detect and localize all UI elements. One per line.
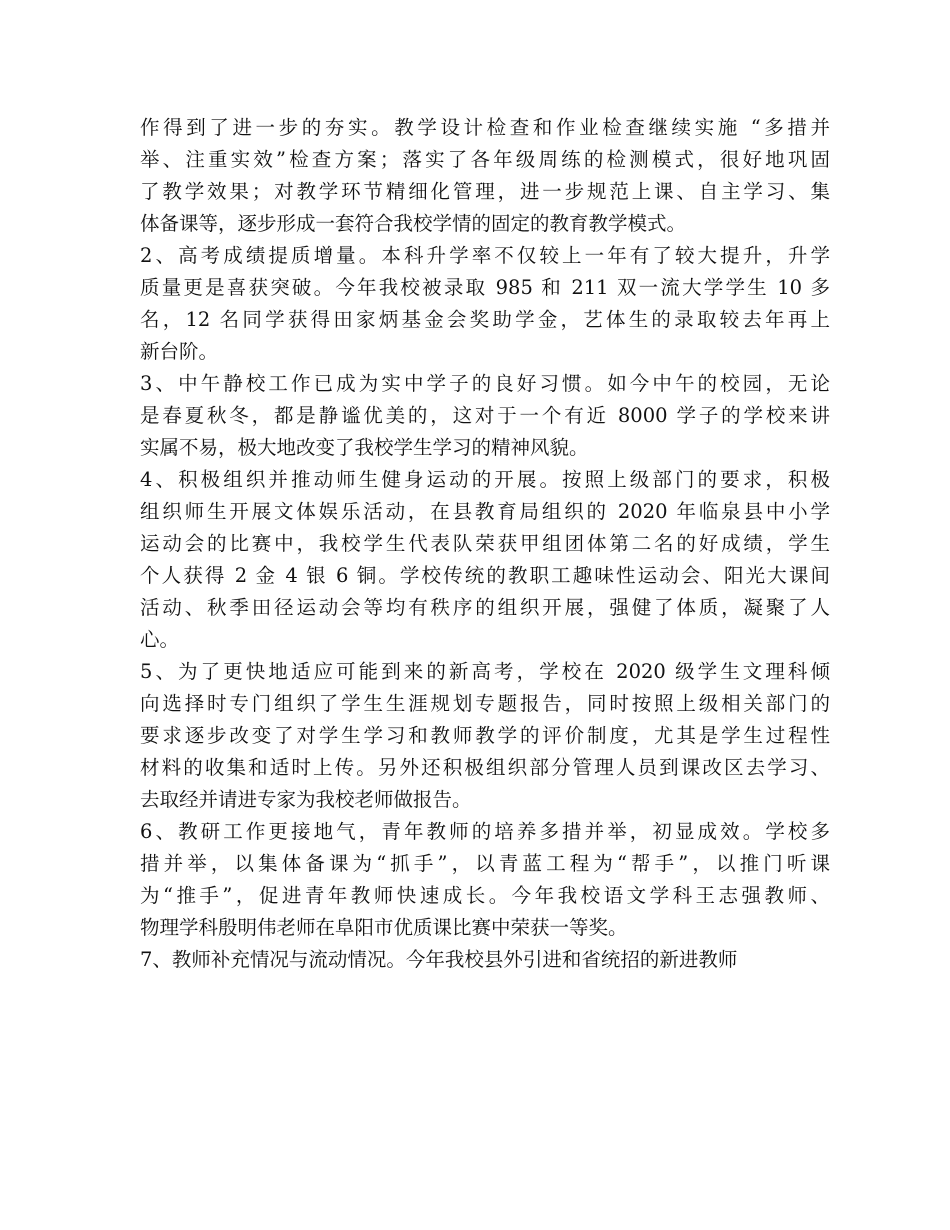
paragraph-line: 是春夏秋冬，都是静谧优美的，这对于一个有近 8000 学子的学校来讲 xyxy=(140,404,830,427)
paragraph-line: 去取经并请进专家为我校老师做报告。 xyxy=(140,788,472,811)
paragraph-line: 心。 xyxy=(140,628,180,651)
paragraph-line: 体备课等，逐步形成一套符合我校学情的固定的教育教学模式。 xyxy=(140,212,687,235)
paragraph-line: 材料的收集和适时上传。另外还积极组织部分管理人员到课改区去学习、 xyxy=(140,756,830,779)
paragraph-line: 为“推手”，促进青年教师快速成长。今年我校语文学科王志强教师、 xyxy=(140,884,830,907)
paragraph xyxy=(140,464,830,656)
paragraph-line: 6、教研工作更接地气，青年教师的培养多措并举，初显成效。学校多 xyxy=(140,820,830,843)
paragraph xyxy=(140,944,830,976)
paragraph-line: 3、中午静校工作已成为实中学子的良好习惯。如今中午的校园，无论 xyxy=(140,372,830,395)
paragraph-line: 5、为了更快地适应可能到来的新高考，学校在 2020 级学生文理科倾 xyxy=(140,660,830,683)
paragraph xyxy=(140,656,830,816)
paragraph-line: 实属不易，极大地改变了我校学生学习的精神风貌。 xyxy=(140,436,589,459)
paragraph-line: 活动、秋季田径运动会等均有秩序的组织开展，强健了体质，凝聚了人 xyxy=(140,596,830,619)
paragraph xyxy=(140,240,830,368)
paragraph-line: 要求逐步改变了对学生学习和教师教学的评价制度，尤其是学生过程性 xyxy=(140,724,830,747)
paragraph-line: 运动会的比赛中，我校学生代表队荣获甲组团体第二名的好成绩，学生 xyxy=(140,532,830,555)
paragraph-line: 名，12 名同学获得田家炳基金会奖助学金，艺体生的录取较去年再上 xyxy=(140,308,830,331)
paragraph-line: 7、教师补充情况与流动情况。今年我校县外引进和省统招的新进教师 xyxy=(140,948,738,971)
paragraph xyxy=(140,816,830,944)
paragraph-line: 新台阶。 xyxy=(140,340,219,363)
paragraph-line: 质量更是喜获突破。今年我校被录取 985 和 211 双一流大学学生 10 多 xyxy=(140,276,830,299)
paragraph xyxy=(140,368,830,464)
paragraph-line: 2、高考成绩提质增量。本科升学率不仅较上一年有了较大提升，升学 xyxy=(140,244,830,267)
paragraph-line: 作得到了进一步的夯实。教学设计检查和作业检查继续实施 “多措并 xyxy=(140,116,830,139)
paragraph-line: 了教学效果；对教学环节精细化管理，进一步规范上课、自主学习、集 xyxy=(140,180,830,203)
paragraph-line: 措并举，以集体备课为“抓手”，以青蓝工程为“帮手”，以推门听课 xyxy=(140,852,830,875)
paragraph-line: 举、注重实效”检查方案；落实了各年级周练的检测模式，很好地巩固 xyxy=(140,148,830,171)
paragraph xyxy=(140,112,830,240)
paragraph-line: 物理学科殷明伟老师在阜阳市优质课比赛中荣获一等奖。 xyxy=(140,916,628,939)
paragraph-line: 4、积极组织并推动师生健身运动的开展。按照上级部门的要求，积极 xyxy=(140,468,830,491)
paragraph-line: 组织师生开展文体娱乐活动，在县教育局组织的 2020 年临泉县中小学 xyxy=(140,500,830,523)
paragraph-line: 向选择时专门组织了学生生涯规划专题报告，同时按照上级相关部门的 xyxy=(140,692,830,715)
paragraph-line: 个人获得 2 金 4 银 6 铜。学校传统的教职工趣味性运动会、阳光大课间 xyxy=(140,564,830,587)
document-body xyxy=(140,112,830,976)
